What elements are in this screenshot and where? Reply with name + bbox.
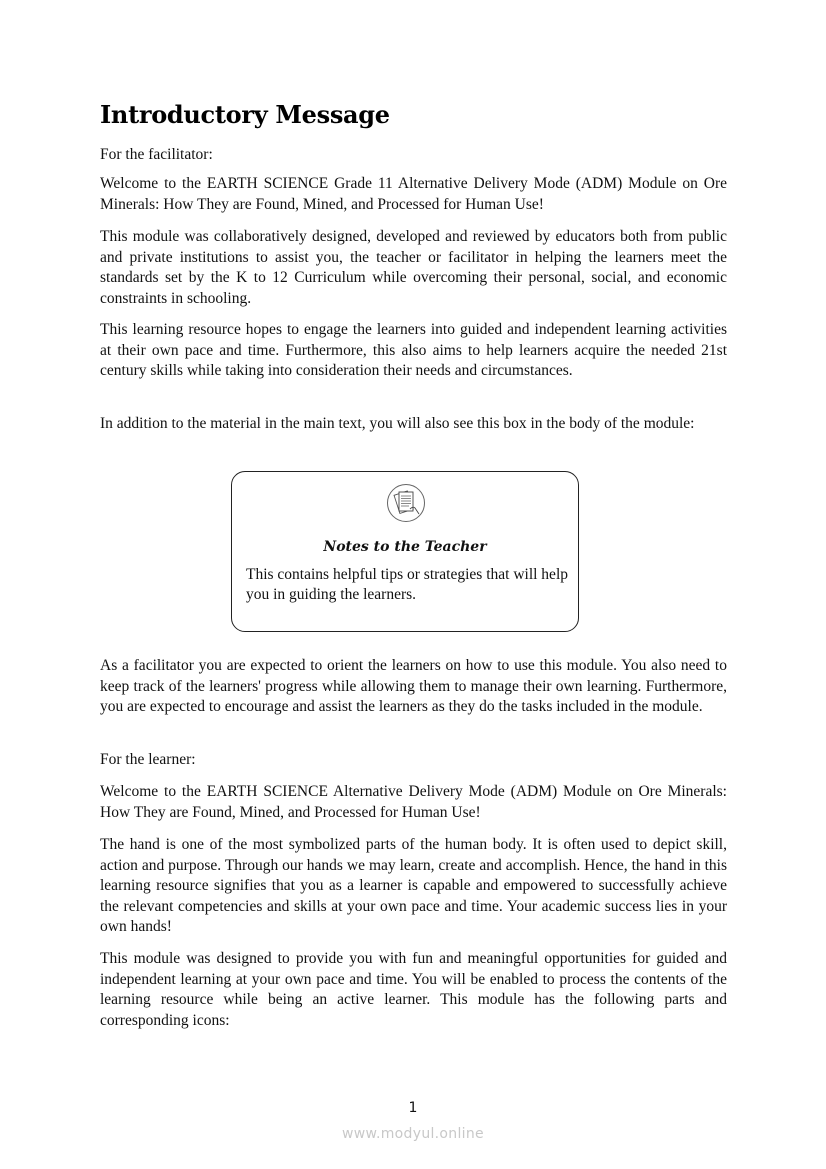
notes-box-text: This contains helpful tips or strategies that will help you in guiding the learners. — [246, 566, 568, 603]
facilitator-paragraph-3: This learning resource hopes to engage the learners into guided and independent learning activities at their own pace and time. Furthermore, this also aims to help learners acquire the needed 21st century skills while taking into consideration their needs and circumstances. — [100, 321, 727, 379]
facilitator-label: For the facilitator: — [100, 146, 213, 163]
page-number: 1 — [408, 1100, 418, 1116]
facilitator-paragraph-1: Welcome to the EARTH SCIENCE Grade 11 Alternative Delivery Mode (ADM) Module on Ore Minerals: How They are Found, Mined, and Processed for Human Use! — [100, 175, 727, 213]
notes-box-title: Notes to the Teacher — [323, 539, 487, 555]
notes-hand-icon — [386, 483, 426, 523]
facilitator-paragraph-4: In addition to the material in the main text, you will also see this box in the body of the module: — [100, 415, 695, 432]
learner-paragraph-3: This module was designed to provide you with fun and meaningful opportunities for guided and independent learning at your own pace and time. You will be enabled to process the contents of the learning resource while being an active learner. This module has the following parts and corresponding icons: — [100, 950, 727, 1029]
facilitator-paragraph-2: This module was collaboratively designed, developed and reviewed by educators both from public and private institutions to assist you, the teacher or facilitator in helping the learners meet the standards set by the K to 12 Curriculum while overcoming their personal, social, and economic constraints in schooling. — [100, 228, 727, 307]
watermark: www.modyul.online — [342, 1126, 484, 1142]
learner-paragraph-1: Welcome to the EARTH SCIENCE Alternative Delivery Mode (ADM) Module on Ore Minerals: How They are Found, Mined, and Processed for Human Use! — [100, 783, 727, 821]
learner-paragraph-2: The hand is one of the most symbolized parts of the human body. It is often used to depict skill, action and purpose. Through our hands we may learn, create and accomplish. Hence, the hand in this learning resource signifies that you as a learner is capable and empowered to successfully achieve the relevant competencies and skills at your own pace and time. Your academic success lies in your own hands! — [100, 836, 727, 935]
facilitator-closing-paragraph: As a facilitator you are expected to orient the learners on how to use this module. You also need to keep track of the learners' progress while allowing them to manage their own learning. Furthermore, you are expected to encourage and assist the learners as they do the tasks included in the module. — [100, 657, 727, 715]
learner-label: For the learner: — [100, 751, 196, 768]
page-title: Introductory Message — [100, 100, 390, 129]
notes-to-teacher-box — [231, 471, 579, 632]
